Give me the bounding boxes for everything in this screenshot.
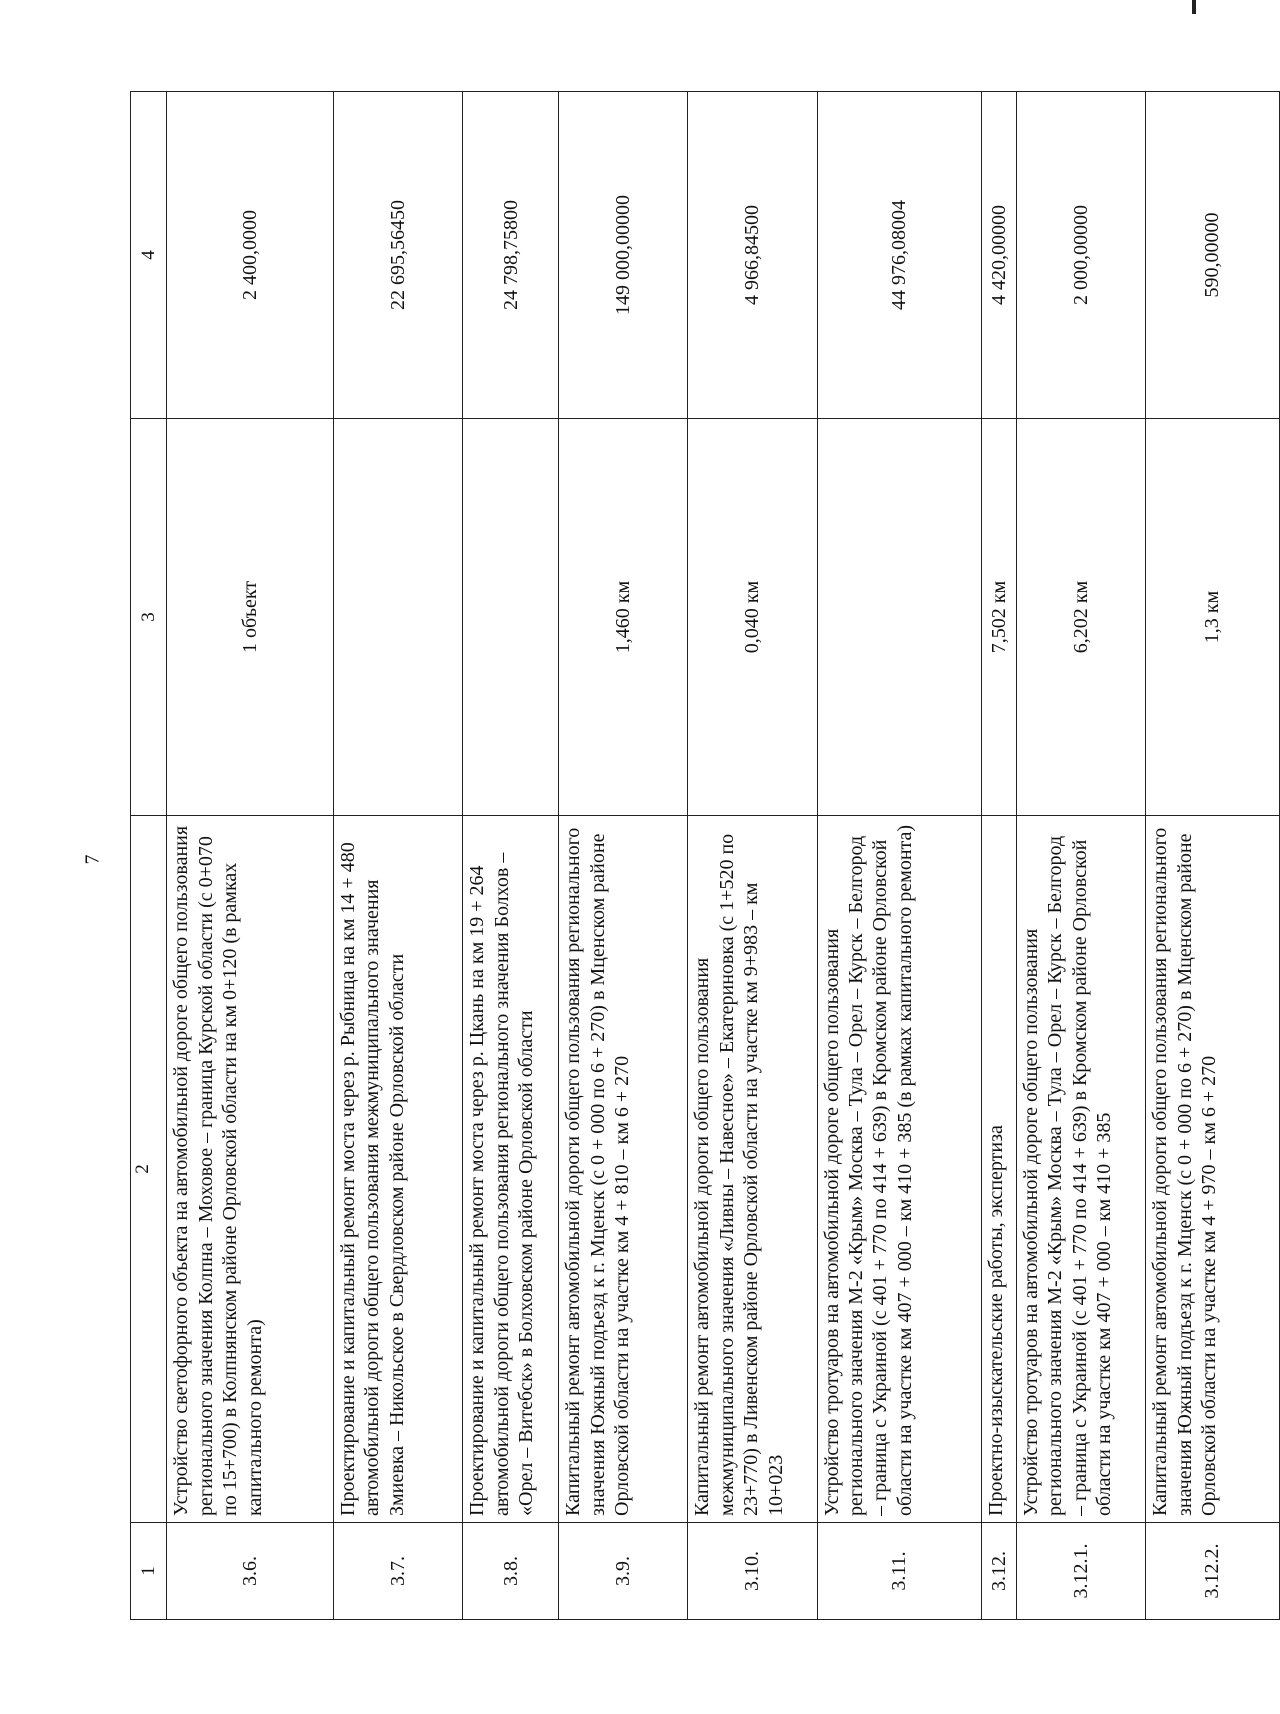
row-quantity [463, 419, 559, 816]
table-row [463, 92, 559, 1620]
table-row [1146, 92, 1280, 1620]
table-row [817, 92, 981, 1620]
row-number: 3.9. [559, 1523, 688, 1620]
row-description: Проектирование и капитальный ремонт моста через р. Рыбница на км 14 + 480 автомобильной дороги общего пользования межмуниципального значения Змиевка – Никольское в Свердловском районе Орловской области [334, 816, 463, 1523]
row-amount: 4 420,00000 [981, 92, 1016, 419]
row-description: Устройство тротуаров на автомобильной дороге общего пользования регионального значения М-2 «Крым» Москва – Тула – Орел – Курск – Белгород – граница с Украиной (с 401 + 770 по 414 + 639) в Кромском районе Орловской области на участке км 407 + 000 – км 410 + 385 (в рамках капитального ремонта) [817, 816, 981, 1523]
table-row [688, 92, 817, 1620]
row-quantity [334, 419, 463, 816]
row-amount: 2 000,00000 [1017, 92, 1146, 419]
row-number: 3.12.2. [1146, 1523, 1280, 1620]
budget-table [130, 91, 1280, 1620]
row-quantity: 1,3 км [1146, 419, 1280, 816]
row-number: 3.11. [817, 1523, 981, 1620]
table-row [1017, 92, 1146, 1620]
row-number: 3.10. [688, 1523, 817, 1620]
column-header-3: 3 [131, 419, 167, 816]
row-description: Проектно-изыскательские работы, экспертиза [981, 816, 1016, 1523]
row-amount: 590,00000 [1146, 92, 1280, 419]
row-description: Проектирование и капитальный ремонт моста через р. Цкань на км 19 + 264 автомобильной дороги общего пользования регионального значения Болхов – «Орел – Витебск» в Болховском районе Орловской области [463, 816, 559, 1523]
row-amount: 44 976,08004 [817, 92, 981, 419]
row-amount: 149 000,00000 [559, 92, 688, 419]
column-header-4: 4 [131, 92, 167, 419]
row-quantity: 6,202 км [1017, 419, 1146, 816]
row-number: 3.6. [167, 1523, 334, 1620]
row-description: Капитальный ремонт автомобильной дороги общего пользования межмуниципального значения «Ливны – Навесное» – Екатериновка (с 1+520 по 23+770) в Ливенском районе Орловской области на участке км 9+983 – км 10+023 [688, 816, 817, 1523]
rotated-table-container [130, 96, 1280, 1620]
row-number: 3.7. [334, 1523, 463, 1620]
table-row [981, 92, 1016, 1620]
row-description: Устройство светофорного объекта на автомобильной дороге общего пользования регионального значения Колпна – Моховое – граница Курской области (с 0+070 по 15+700) в Колпнянском районе Орловской области на км 0+120 (в рамках капитального ремонта) [167, 816, 334, 1523]
row-number: 3.12. [981, 1523, 1016, 1620]
page-number: 7 [81, 854, 104, 865]
row-amount: 2 400,0000 [167, 92, 334, 419]
row-amount: 4 966,84500 [688, 92, 817, 419]
row-quantity: 1,460 км [559, 419, 688, 816]
row-quantity [817, 419, 981, 816]
row-description: Устройство тротуаров на автомобильной дороге общего пользования регионального значения М-2 «Крым» Москва – Тула – Орел – Курск – Белгород – граница с Украиной (с 401 + 770 по 414 + 639) в Кромском районе Орловской области на участке км 407 + 000 – км 410 + 385 [1017, 816, 1146, 1523]
table-row [334, 92, 463, 1620]
row-description: Капитальный ремонт автомобильной дороги общего пользования регионального значения Южный подъезд к г. Мценск (с 0 + 000 по 6 + 270) в Мценском районе Орловской области на участке км 4 + 970 – км 6 + 270 [1146, 816, 1280, 1523]
column-header-2: 2 [131, 816, 167, 1523]
column-header-1: 1 [131, 1523, 167, 1620]
table-header-row [131, 92, 167, 1620]
row-amount: 22 695,56450 [334, 92, 463, 419]
row-number: 3.8. [463, 1523, 559, 1620]
row-quantity: 7,502 км [981, 419, 1016, 816]
scan-edge-mark [1192, 0, 1196, 14]
row-amount: 24 798,75800 [463, 92, 559, 419]
table-row [167, 92, 334, 1620]
row-quantity: 0,040 км [688, 419, 817, 816]
row-number: 3.12.1. [1017, 1523, 1146, 1620]
row-quantity: 1 объект [167, 419, 334, 816]
table-row [559, 92, 688, 1620]
row-description: Капитальный ремонт автомобильной дороги общего пользования регионального значения Южный подъезд к г. Мценск (с 0 + 000 по 6 + 270) в Мценском районе Орловской области на участке км 4 + 810 – км 6 + 270 [559, 816, 688, 1523]
